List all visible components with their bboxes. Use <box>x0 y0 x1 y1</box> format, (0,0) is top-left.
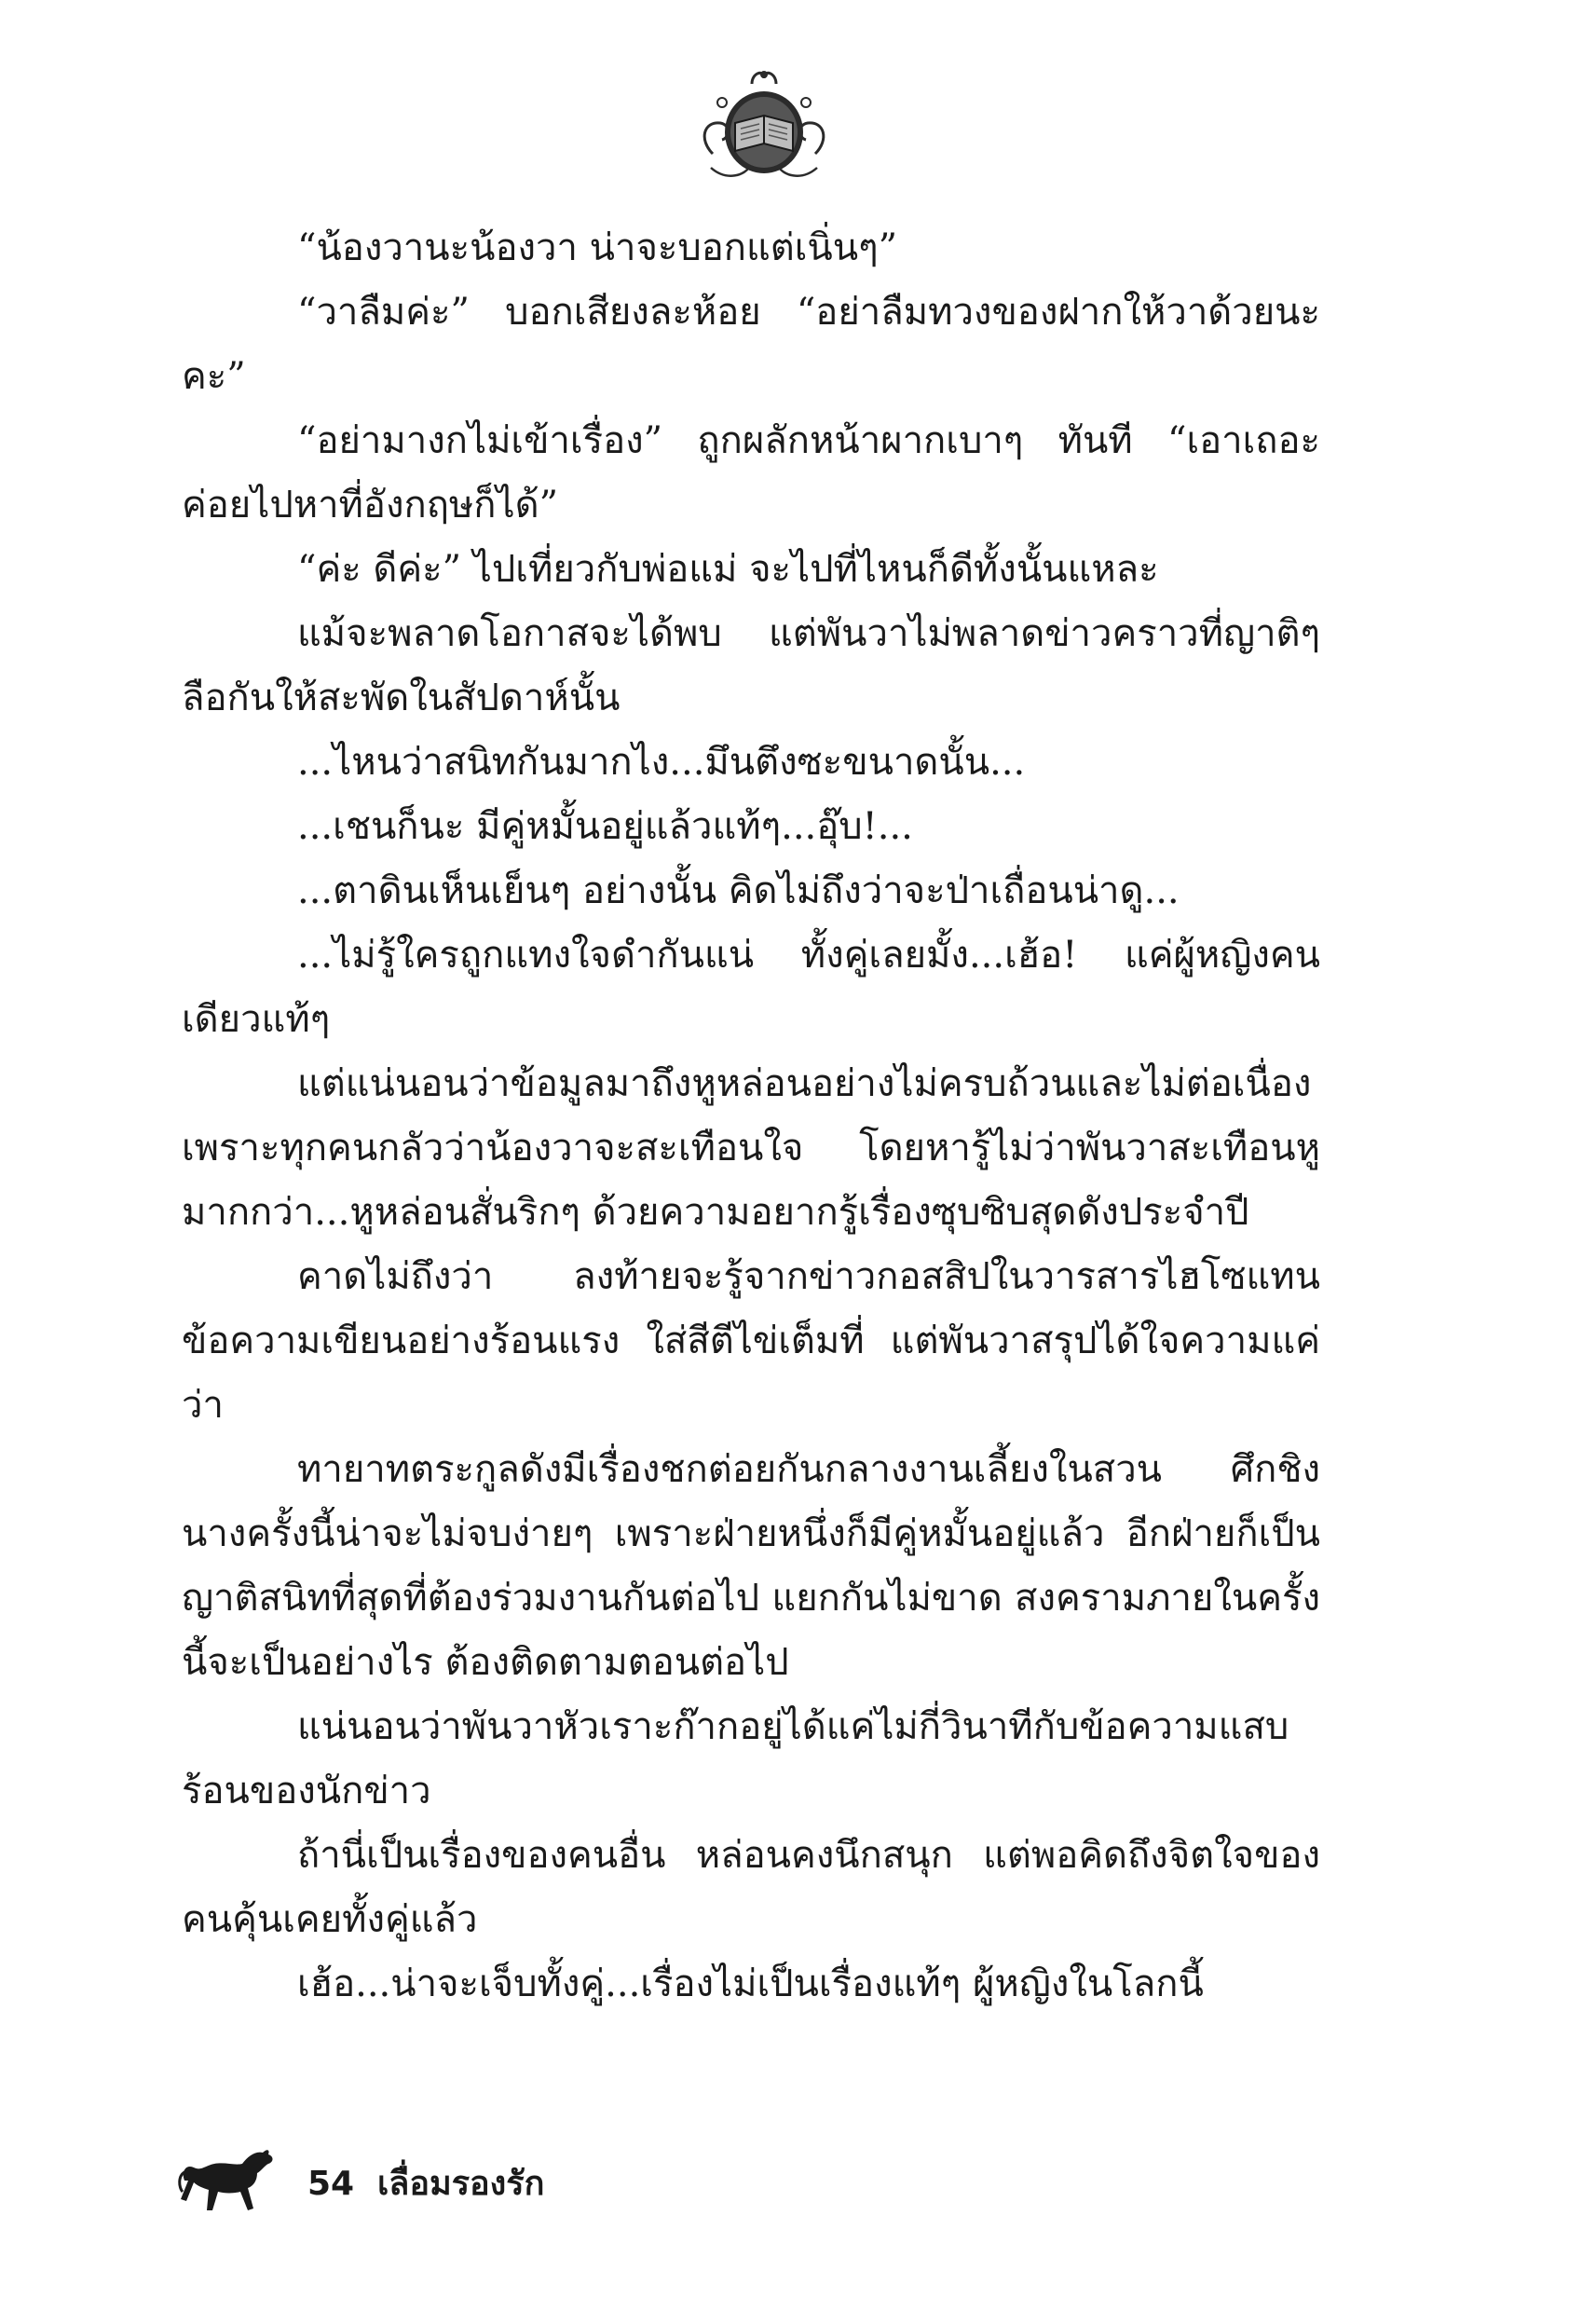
page-footer <box>177 2143 829 2227</box>
book-title: เลื่อมรองรัก <box>377 2165 545 2203</box>
paragraph: แต่แน่นอนว่าข้อมูลมาถึงหูหล่อนอย่างไม่ครบถ้วนและไม่ต่อเนื่อง เพราะทุกคนกลัวว่าน้องวาจะสะเทือนใจ โดยหารู้ไม่ว่าพันวาสะเทือนหูมากกว่า...หูหล่อนสั่นริกๆ ด้วยความอยากรู้เรื่องซุบซิบสุดดังประจำปี <box>182 1062 1320 1234</box>
paragraph: แน่นอนว่าพันวาหัวเราะก๊ากอยู่ได้แค่ไม่กี่วินาทีกับข้อความแสบร้อนของนักข่าว <box>182 1705 1289 1812</box>
horse-icon <box>177 2143 280 2218</box>
paragraph: ...ไหนว่าสนิทกันมากไง...มึนตึงซะขนาดนั้น... <box>297 741 1026 784</box>
paragraph: คาดไม่ถึงว่า ลงท้ายจะรู้จากข่าวกอสสิปในวารสารไฮโซแทน ข้อความเขียนอย่างร้อนแรง ใส่สีตีไข่เต็มที่ แต่พันวาสรุปได้ใจความแค่ว่า <box>182 1255 1320 1427</box>
paragraph: ถ้านี่เป็นเรื่องของคนอื่น หล่อนคงนึกสนุก แต่พอคิดถึงจิตใจของคนคุ้นเคยทั้งคู่แล้ว <box>182 1834 1320 1941</box>
paragraph: “ค่ะ ดีค่ะ” ไปเที่ยวกับพ่อแม่ จะไปที่ไหนก็ดีทั้งนั้นแหละ <box>297 548 1159 591</box>
paragraph: “อย่ามางกไม่เข้าเรื่อง” ถูกผลักหน้าผากเบาๆ ทันที “เอาเถอะ ค่อยไปหาที่อังกฤษก็ได้” <box>182 419 1320 526</box>
page-number: 54 <box>307 2165 355 2203</box>
paragraph: แม้จะพลาดโอกาสจะได้พบ แต่พันวาไม่พลาดข่าวคราวที่ญาติๆ ลือกันให้สะพัดในสัปดาห์นั้น <box>182 612 1320 719</box>
paragraph: “วาลืมค่ะ” บอกเสียงละห้อย “อย่าลืมทวงของฝากให้วาด้วยนะคะ” <box>182 291 1320 398</box>
paragraph: ...เชนก็นะ มีคู่หมั้นอยู่แล้วแท้ๆ...อุ๊บ!... <box>297 805 913 848</box>
body-text <box>182 216 1320 2108</box>
paragraph: ...ตาดินเห็นเย็นๆ อย่างนั้น คิดไม่ถึงว่าจะป่าเถื่อนน่าดู... <box>297 869 1180 912</box>
paragraph: เฮ้อ...น่าจะเจ็บทั้งคู่...เรื่องไม่เป็นเรื่องแท้ๆ ผู้หญิงในโลกนี้ <box>297 1962 1204 2005</box>
paragraph: ...ไม่รู้ใครถูกแทงใจดำกันแน่ ทั้งคู่เลยมั้ง...เฮ้อ! แค่ผู้หญิงคนเดียวแท้ๆ <box>182 934 1320 1041</box>
paragraph: “น้องวานะน้องวา น่าจะบอกแต่เนิ่นๆ” <box>297 226 898 269</box>
book-emblem-icon <box>694 65 834 186</box>
paragraph: ทายาทตระกูลดังมีเรื่องชกต่อยกันกลางงานเลี้ยงในสวน ศึกชิงนางครั้งนี้น่าจะไม่จบง่ายๆ เพราะฝ่ายหนึ่งก็มีคู่หมั้นอยู่แล้ว อีกฝ่ายก็เป็นญาติสนิทที่สุดที่ต้องร่วมงานกันต่อไป แยกกันไม่ขาด สงครามภายในครั้งนี้จะเป็นอย่างไร ต้องติดตามตอนต่อไป <box>182 1448 1320 1684</box>
